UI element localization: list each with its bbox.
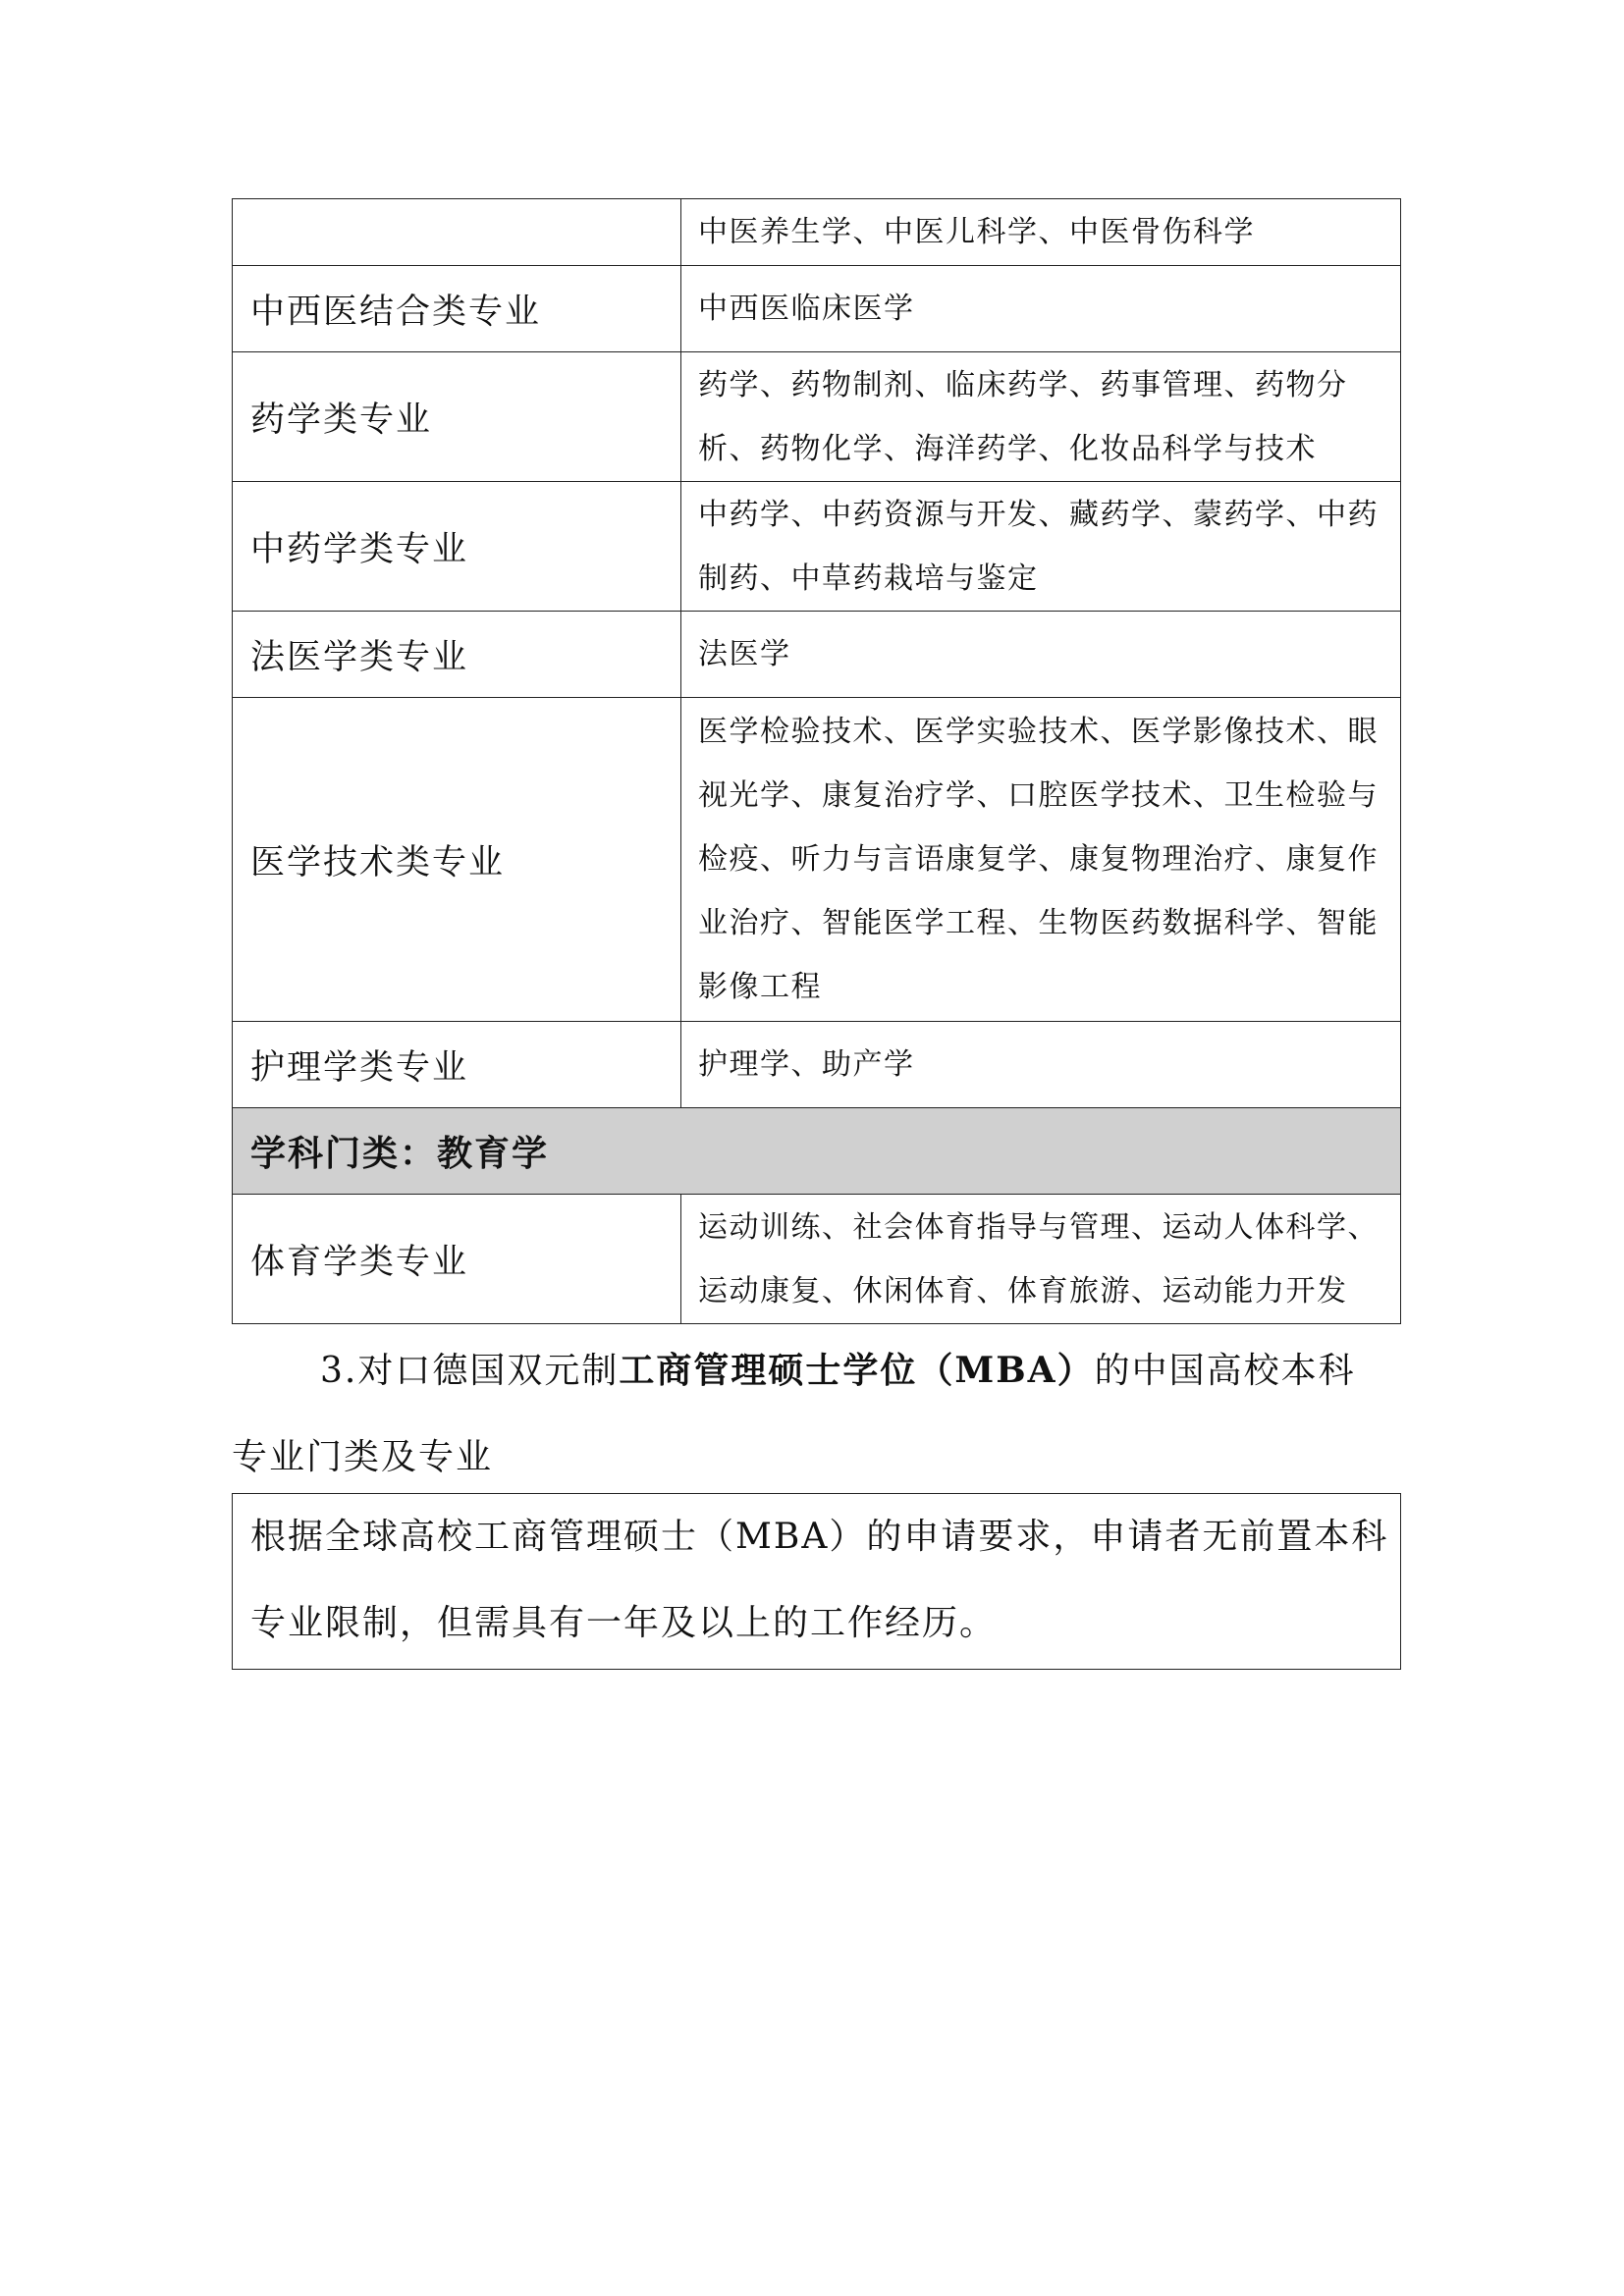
category-cell: 医学技术类专业 <box>233 698 681 1022</box>
category-cell: 护理学类专业 <box>233 1022 681 1108</box>
table-row <box>233 199 1401 266</box>
category-cell: 体育学类专业 <box>233 1195 681 1324</box>
table-row <box>233 482 1401 612</box>
majors-cell: 中西医临床医学 <box>681 266 1401 352</box>
table-row <box>233 612 1401 698</box>
category-cell <box>233 199 681 266</box>
section-index: 3. <box>320 1351 358 1391</box>
majors-cell: 运动训练、社会体育指导与管理、运动人体科学、运动康复、休闲体育、体育旅游、运动能力开发 <box>681 1195 1401 1324</box>
section-3-heading <box>232 1327 1401 1501</box>
category-cell: 中药学类专业 <box>233 482 681 612</box>
section-3-line-1 <box>232 1327 1401 1415</box>
table-row <box>233 1195 1401 1324</box>
note-text: 根据全球高校工商管理硕士（MBA）的申请要求，申请者无前置本科专业限制，但需具有一年及以上的工作经历。 <box>250 1517 1389 1643</box>
table-row <box>233 352 1401 482</box>
table-row <box>233 1022 1401 1108</box>
category-cell: 中西医结合类专业 <box>233 266 681 352</box>
majors-cell: 药学、药物制剂、临床药学、药事管理、药物分析、药物化学、海洋药学、化妆品科学与技术 <box>681 352 1401 482</box>
majors-cell: 护理学、助产学 <box>681 1022 1401 1108</box>
category-cell: 法医学类专业 <box>233 612 681 698</box>
table-row <box>233 698 1401 1022</box>
table-row <box>233 266 1401 352</box>
discipline-band-row <box>233 1108 1401 1195</box>
majors-cell: 中药学、中药资源与开发、藏药学、蒙药学、中药制药、中草药栽培与鉴定 <box>681 482 1401 612</box>
category-cell: 药学类专业 <box>233 352 681 482</box>
majors-table <box>232 198 1401 1324</box>
majors-cell: 中医养生学、中医儿科学、中医骨伤科学 <box>681 199 1401 266</box>
discipline-heading: 学科门类：教育学 <box>233 1108 1401 1195</box>
majors-cell: 法医学 <box>681 612 1401 698</box>
section-bold-title: 工商管理硕士学位（MBA） <box>619 1350 1095 1391</box>
majors-cell: 医学检验技术、医学实验技术、医学影像技术、眼视光学、康复治疗学、口腔医学技术、卫生检验与检疫、听力与言语康复学、康复物理治疗、康复作业治疗、智能医学工程、生物医药数据科学、智能影像工程 <box>681 698 1401 1022</box>
section-prefix: 对口德国双元制 <box>357 1351 620 1391</box>
section-3-line-2: 专业门类及专业 <box>232 1437 494 1477</box>
section-suffix: 的中国高校本科 <box>1094 1351 1356 1391</box>
mba-requirement-note <box>232 1493 1401 1670</box>
